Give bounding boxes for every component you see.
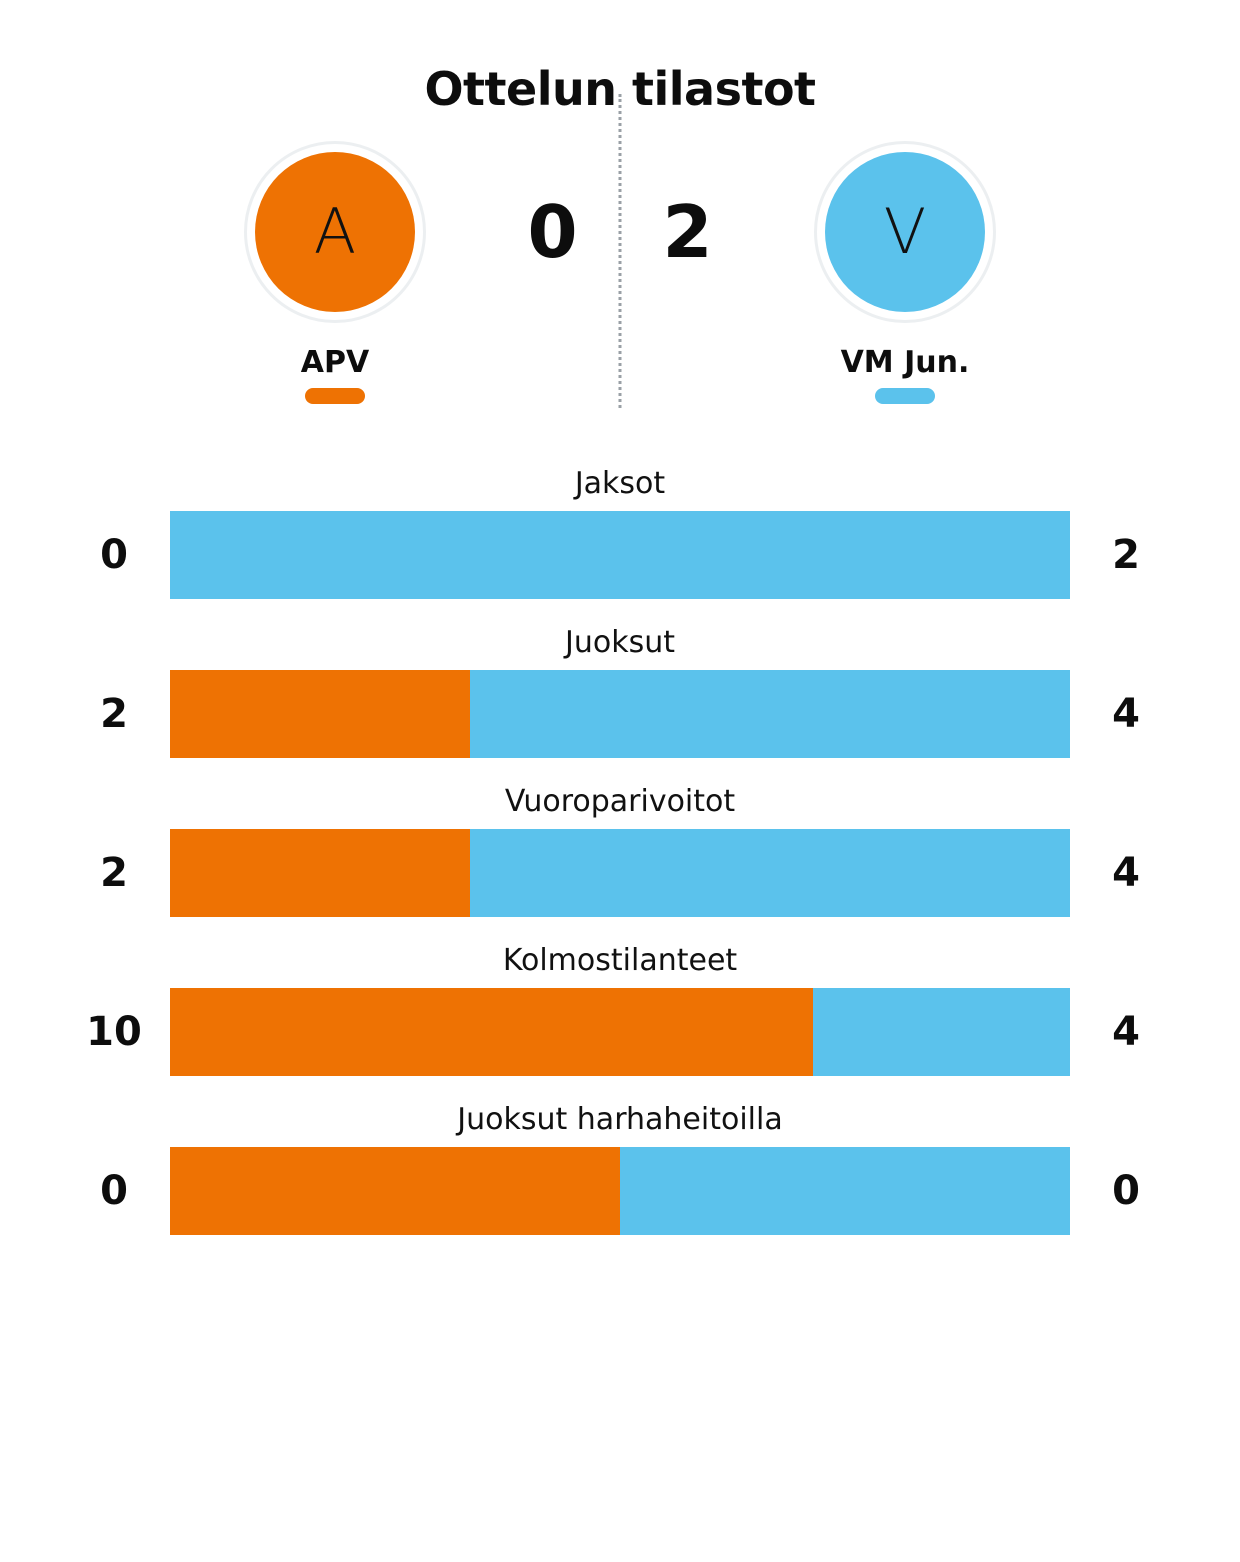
stat-row: [0, 466, 1240, 599]
stat-row: [0, 943, 1240, 1076]
home-team-block: [185, 141, 485, 380]
stat-bar: [170, 670, 1070, 758]
stat-bar-home-segment: [170, 670, 470, 758]
stat-label: Juoksut harhaheitoilla: [457, 1102, 783, 1137]
stat-bar-away-segment: [470, 670, 1070, 758]
stat-value-away: 4: [1112, 850, 1140, 896]
away-team-score: 2: [662, 190, 713, 274]
legend-spacer-right: [620, 388, 755, 408]
stat-row: [0, 625, 1240, 758]
stat-value-home: 0: [100, 1168, 128, 1214]
stat-bar: [170, 1147, 1070, 1235]
stat-bar-line: [0, 988, 1240, 1076]
stat-value-away: 0: [1112, 1168, 1140, 1214]
stat-bar-away-segment: [170, 511, 1070, 599]
scoreboard-divider: [619, 94, 622, 408]
away-team-crest-ring: [814, 141, 996, 323]
legend-home-swatch: [305, 388, 365, 404]
stat-bar-line: [0, 829, 1240, 917]
scoreboard: [0, 160, 1240, 380]
legend-home-slot: [185, 388, 485, 408]
stat-bar-line: [0, 1147, 1240, 1235]
stat-bar: [170, 829, 1070, 917]
stat-value-home: 0: [100, 532, 128, 578]
stat-bar-away-segment: [620, 1147, 1070, 1235]
stat-bar-home-segment: [170, 829, 470, 917]
stat-bar-line: [0, 670, 1240, 758]
home-team-crest-ring: [244, 141, 426, 323]
stat-bar-home-segment: [170, 1147, 620, 1235]
stat-value-home: 2: [100, 850, 128, 896]
stat-value-away: 2: [1112, 532, 1140, 578]
legend-away-slot: [755, 388, 1055, 408]
stat-bar-home-segment: [170, 988, 813, 1076]
home-team-crest: A: [255, 152, 415, 312]
stat-bar-away-segment: [470, 829, 1070, 917]
stat-value-away: 4: [1112, 1009, 1140, 1055]
legend-away-swatch: [875, 388, 935, 404]
stat-value-away: 4: [1112, 691, 1140, 737]
stat-label: Juoksut: [565, 625, 675, 660]
stat-value-home: 10: [86, 1009, 142, 1055]
stat-bar-line: [0, 511, 1240, 599]
stat-label: Jaksot: [574, 466, 666, 501]
away-team-block: [755, 141, 1055, 380]
stat-bar-away-segment: [813, 988, 1070, 1076]
legend-spacer-left: [485, 388, 620, 408]
home-team-score: 0: [527, 190, 578, 274]
stat-bar: [170, 988, 1070, 1076]
home-team-name: APV: [300, 344, 370, 380]
page-title: Ottelun tilastot: [424, 62, 816, 116]
stat-value-home: 2: [100, 691, 128, 737]
stat-row: [0, 784, 1240, 917]
stat-row: [0, 1102, 1240, 1235]
away-team-crest: V: [825, 152, 985, 312]
stat-label: Kolmostilanteet: [502, 943, 738, 978]
stat-label: Vuoroparivoitot: [504, 784, 736, 819]
away-team-name: VM Jun.: [840, 344, 970, 380]
stats-list: [0, 466, 1240, 1235]
stat-bar: [170, 511, 1070, 599]
